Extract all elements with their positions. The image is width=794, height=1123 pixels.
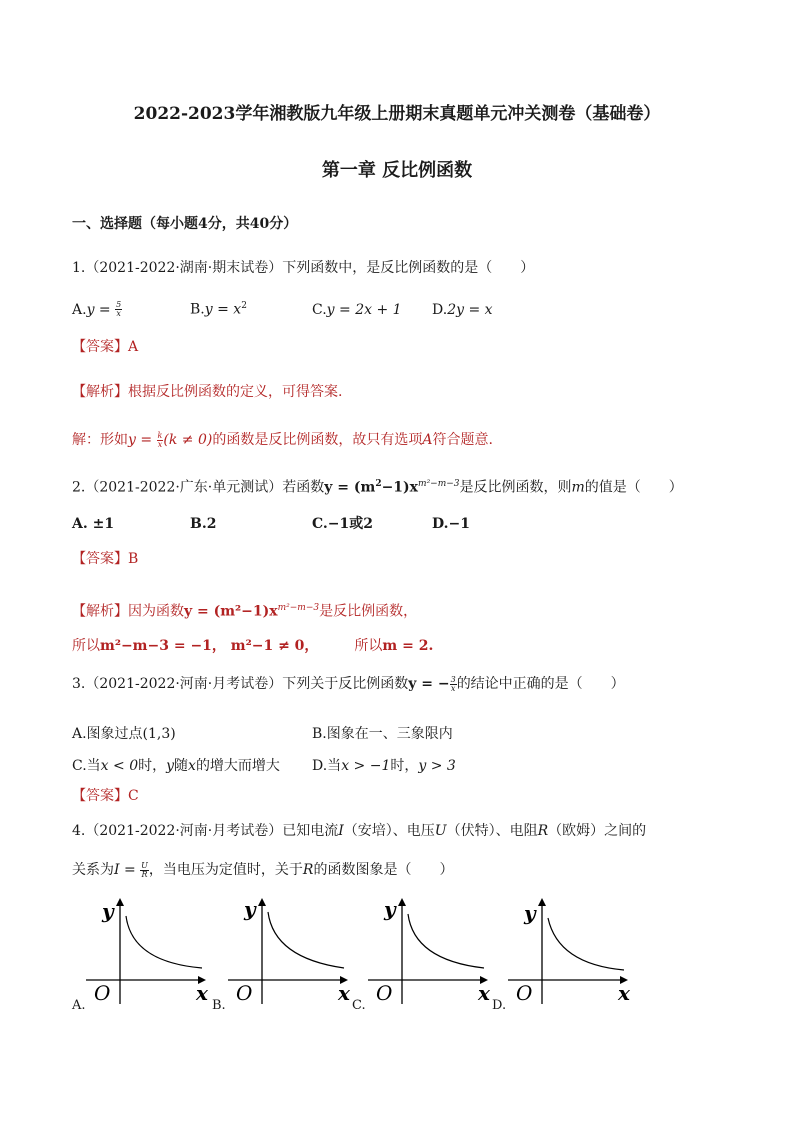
page-title: 2022-2023学年湘教版九年级上册期末真题单元冲关测卷（基础卷） bbox=[133, 104, 661, 124]
graph-d-x-label: x bbox=[618, 981, 630, 1005]
q1-option-a: A.y = $\frac{5}{x}$ bbox=[72, 300, 122, 319]
q4-graph-a bbox=[84, 896, 214, 1006]
q3-option-b: B.图象在一、三象限内 bbox=[312, 726, 453, 742]
graph-c-origin-label: O bbox=[376, 981, 393, 1005]
q3-answer: 【答案】C bbox=[72, 788, 139, 804]
graph-d-y-label: y bbox=[524, 901, 536, 925]
q2-option-b: B.2 bbox=[190, 516, 217, 532]
graph-c-y-label: y bbox=[384, 897, 396, 921]
q4-graph-d bbox=[506, 896, 636, 1006]
q2-analysis-line2: 所以m²−m−3 = −1， m²−1 ≠ 0， 所以m = 2. bbox=[72, 638, 434, 654]
graph-b-x-label: x bbox=[338, 981, 350, 1005]
q3-options-row2 bbox=[72, 756, 456, 776]
graph-a-y-label: y bbox=[102, 899, 114, 923]
q1-analysis: 【解析】根据反比例函数的定义，可得答案. bbox=[72, 384, 343, 400]
q2-stem: 2.（2021-2022·广东·单元测试）若函数$y = (m^2-1)x^{m^2-m-3}$是反比例函数，则m的值是（ ） bbox=[72, 479, 683, 496]
q4-label-d: D. bbox=[492, 998, 507, 1013]
q2-option-c: C.−1或2 bbox=[312, 516, 373, 532]
q4-graph-c bbox=[366, 896, 496, 1006]
q2-answer: 【答案】B bbox=[72, 551, 139, 567]
q4-label-a: A. bbox=[72, 998, 86, 1013]
q4-stem-line1: 4.（2021-2022·河南·月考试卷）已知电流I（安培）、电压U（伏特）、电阻R（欧姆）之间的 bbox=[72, 823, 647, 839]
q4-label-b: B. bbox=[212, 998, 226, 1013]
q1-solution: 解：形如y = $\frac{k}{x}$ (k ≠ 0)的函数是反比例函数，故只有选项A符合题意. bbox=[72, 430, 493, 449]
graph-b-y-label: y bbox=[244, 897, 256, 921]
graph-c-x-label: x bbox=[478, 981, 490, 1005]
q1-option-c: C.y = 2x + 1 bbox=[312, 301, 402, 318]
graph-b-origin-label: O bbox=[236, 981, 253, 1005]
q2-option-d: D.−1 bbox=[432, 516, 470, 532]
graph-a-origin-label: O bbox=[94, 981, 111, 1005]
q3-options-row1 bbox=[72, 724, 453, 744]
graph-a-x-label: x bbox=[196, 981, 208, 1005]
chapter-title: 第一章 反比例函数 bbox=[321, 160, 473, 181]
section-heading: 一、选择题（每小题4分，共40分） bbox=[72, 216, 298, 232]
q1-options bbox=[72, 296, 493, 320]
q2-analysis: 【解析】因为函数$y = (m^2-1)x^{m^2-m-3}$是反比例函数， bbox=[72, 603, 418, 620]
q3-option-d: D.当x > −1时，y > 3 bbox=[312, 758, 456, 774]
q4-stem-line2: 关系为I = $\frac{U}{R}$ ，当电压为定值时，关于R的函数图象是（ ） bbox=[72, 860, 454, 879]
q3-option-c: C.当x < 0时，y随x的增大而增大 bbox=[72, 758, 280, 774]
q4-graph-b bbox=[226, 896, 356, 1006]
q1-answer: 【答案】A bbox=[72, 339, 139, 355]
q3-option-a: A.图象过点(1,3) bbox=[72, 726, 176, 742]
graph-d-origin-label: O bbox=[516, 981, 533, 1005]
q2-option-a: A. ±1 bbox=[72, 516, 115, 532]
q3-stem: 3.（2021-2022·河南·月考试卷）下列关于反比例函数y = − $\frac{3}{x}$ 的结论中正确的是（ ） bbox=[72, 674, 625, 693]
q1-option-b: $B.y = x^2$ bbox=[190, 301, 247, 318]
q1-option-d: D.2y = x bbox=[432, 301, 493, 318]
q4-label-c: C. bbox=[352, 998, 366, 1013]
q1-stem: 1.（2021-2022·湖南·期末试卷）下列函数中，是反比例函数的是（ ） bbox=[72, 260, 535, 276]
q2-options bbox=[72, 514, 470, 534]
